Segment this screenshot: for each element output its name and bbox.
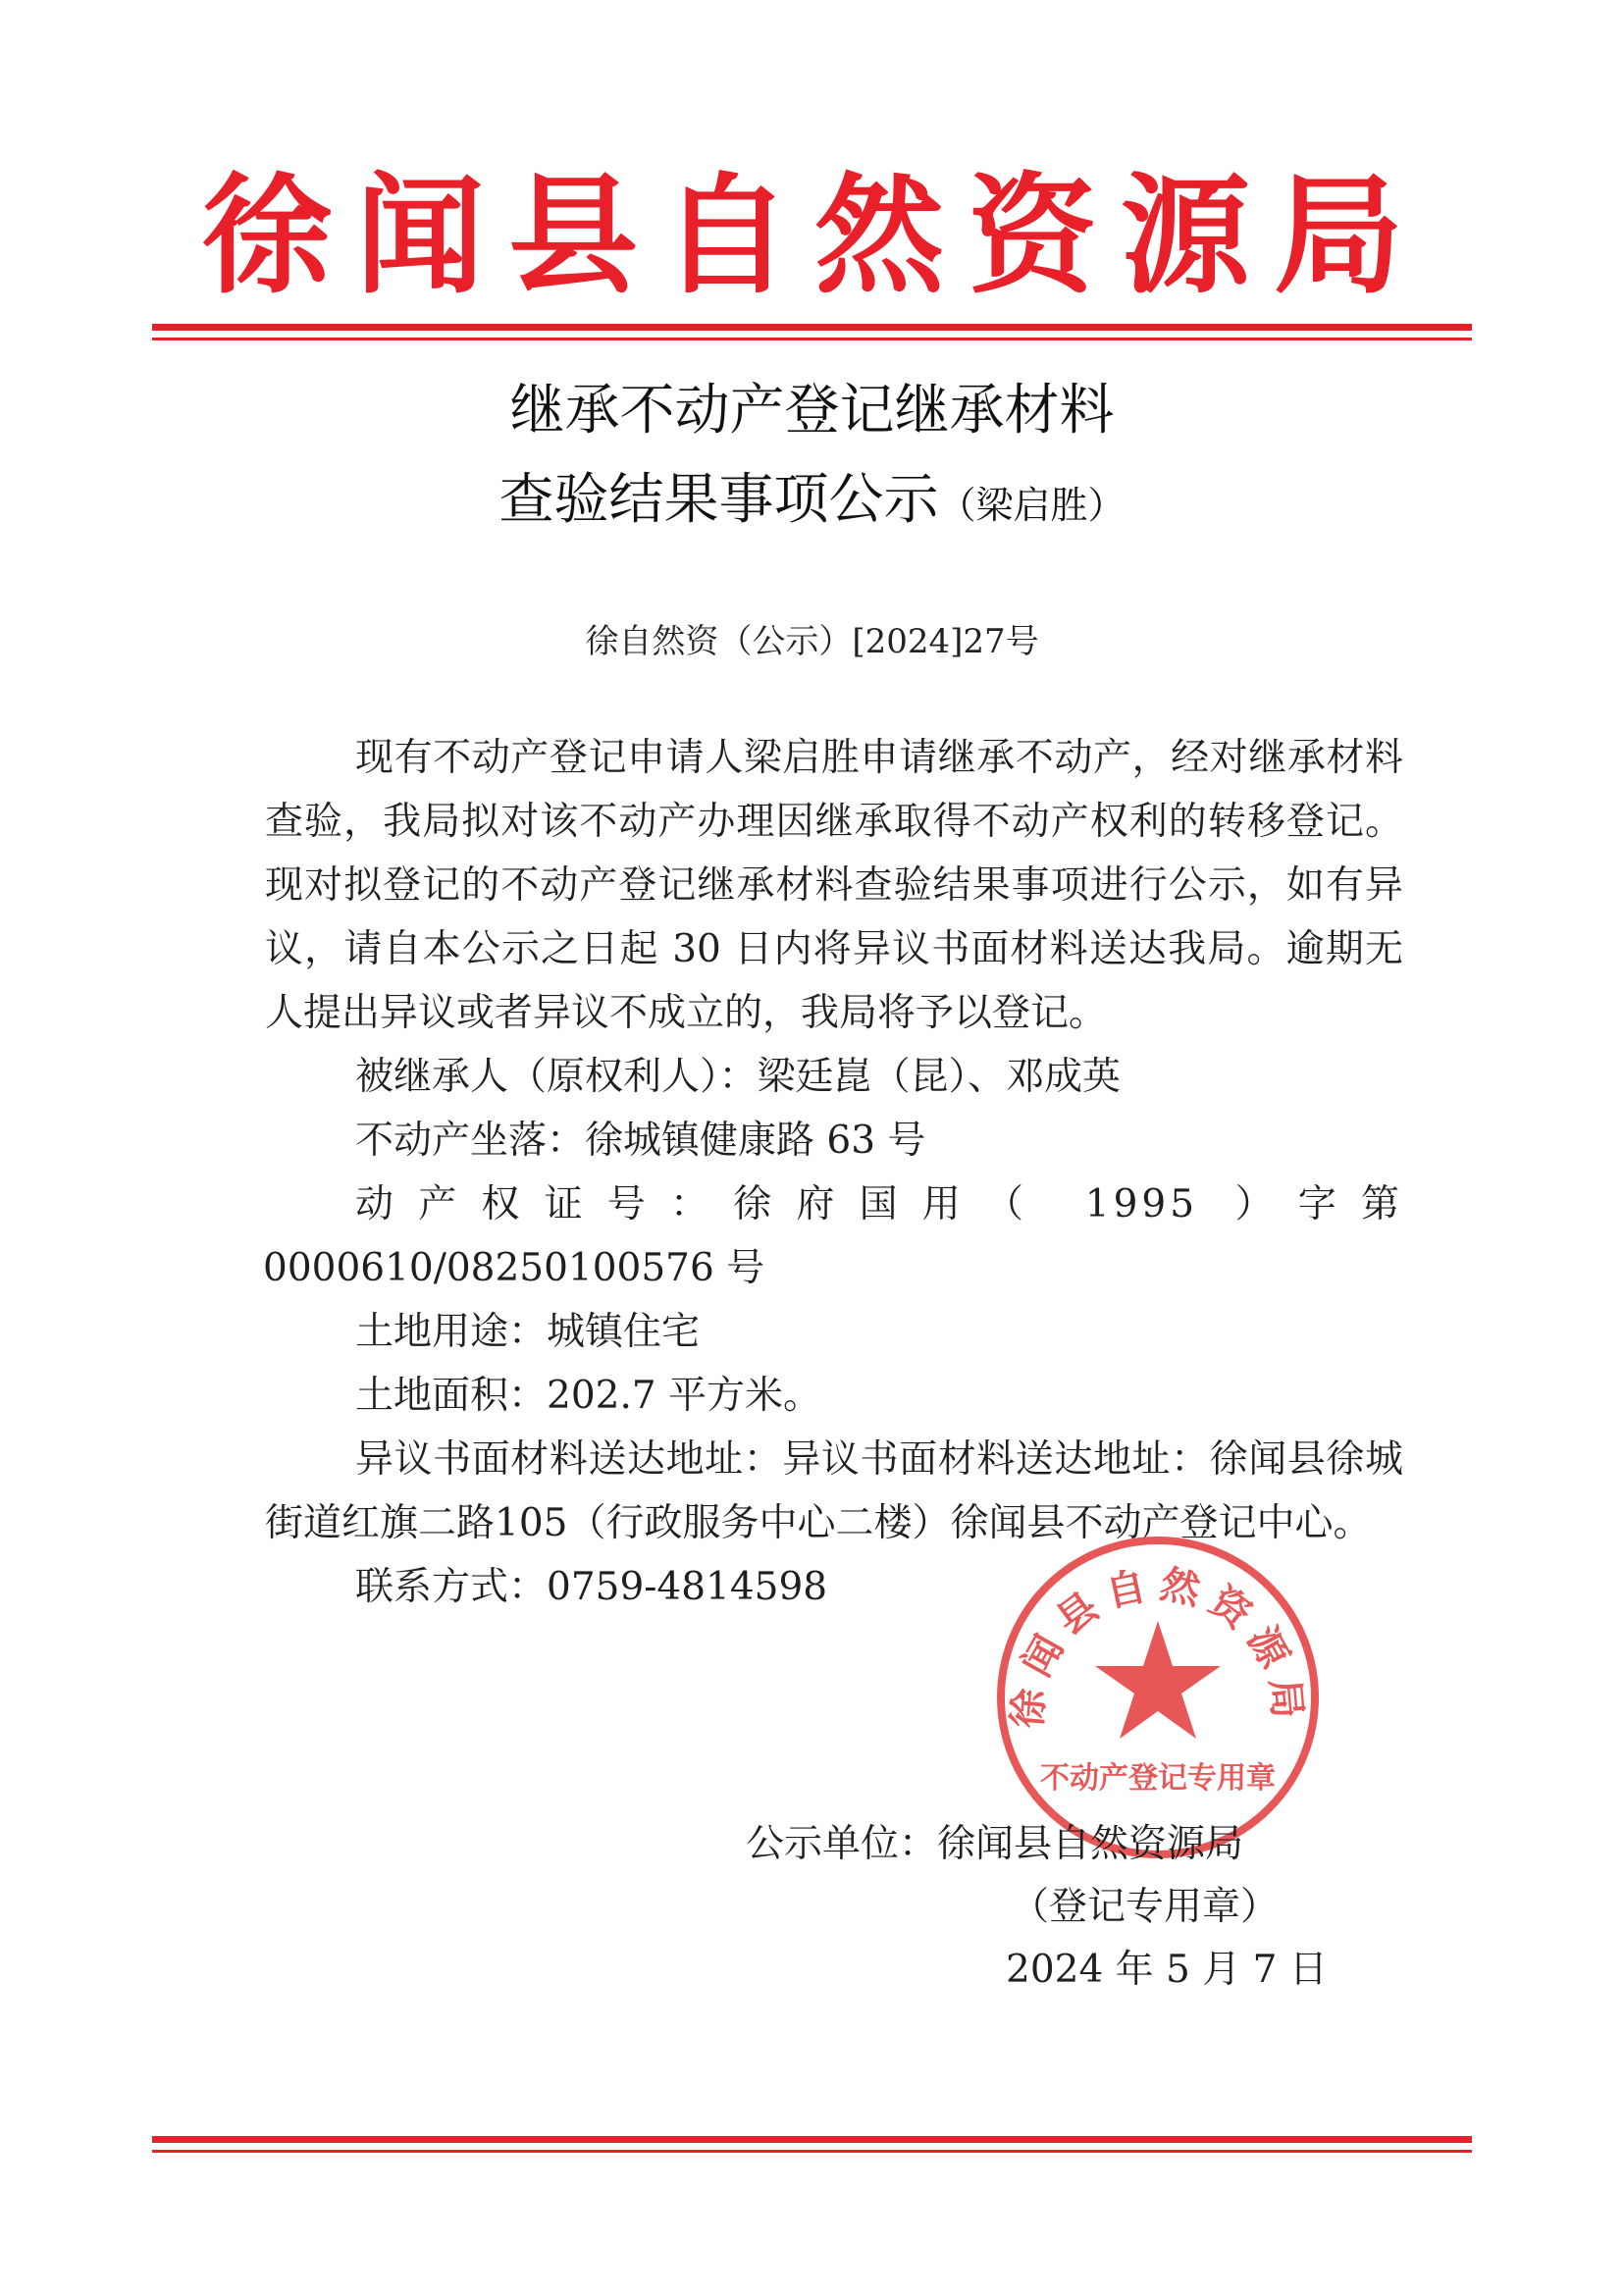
document-body xyxy=(265,726,1403,1619)
seal-note: （登记专用章） xyxy=(1011,1885,1280,1929)
seal-inner-text: 不动产登记专用章 xyxy=(1040,1761,1276,1796)
address-paragraph: 异议书面材料送达地址：异议书面材料送达地址：徐闻县徐城街道红旗二路105（行政服务中心二楼）徐闻县不动产登记中心。 xyxy=(265,1437,1403,1545)
title-line-2-main: 查验结果事项公示 xyxy=(498,468,939,532)
masthead: 徐闻县自然资源局 xyxy=(202,160,1427,312)
decedent-line: 被继承人（原权利人）：梁廷崑（昆）、邓成英 xyxy=(355,1055,1122,1099)
footer-rule-thin xyxy=(152,2150,1472,2153)
title-applicant: （梁启胜） xyxy=(938,484,1126,527)
contact-line: 联系方式：0759-4814598 xyxy=(355,1565,828,1609)
seal-star-icon xyxy=(1095,1621,1221,1739)
signing-date: 2024 年 5 月 7 日 xyxy=(1006,1948,1328,1992)
header-rule-thin xyxy=(152,338,1472,340)
certificate-line: 动产权证号：徐府国用（ 1995 ）字第 xyxy=(355,1182,1403,1226)
certificate-number: 0000610/08250100576 号 xyxy=(263,1246,765,1290)
document-number: 徐自然资（公示）[2024]27号 xyxy=(585,622,1039,661)
location-line: 不动产坐落：徐城镇健康路 63 号 xyxy=(355,1119,926,1163)
seal-outer-text: 徐闻县自然资源局 xyxy=(1005,1561,1311,1731)
header-rule-thick xyxy=(152,324,1472,331)
title-line-1: 继承不动产登记继承材料 xyxy=(509,379,1115,443)
title-line-2 xyxy=(0,456,1624,535)
footer-rule-thick xyxy=(152,2136,1472,2143)
signing-unit: 公示单位：徐闻县自然资源局 xyxy=(746,1822,1244,1866)
main-paragraph: 现有不动产登记申请人梁启胜申请继承不动产，经对继承材料查验，我局拟对该不动产办理因继承取得不动产权利的转移登记。现对拟登记的不动产登记继承材料查验结果事项进行公示，如有异议，请自本公示之日起 30 日内将异议书面材料送达我局。逾期无人提出异议或者异议不成立的，我局将予以登记。 xyxy=(265,736,1403,1035)
land-use-line: 土地用途：城镇住宅 xyxy=(355,1310,701,1354)
land-area-line: 土地面积：202.7 平方米。 xyxy=(355,1374,822,1418)
